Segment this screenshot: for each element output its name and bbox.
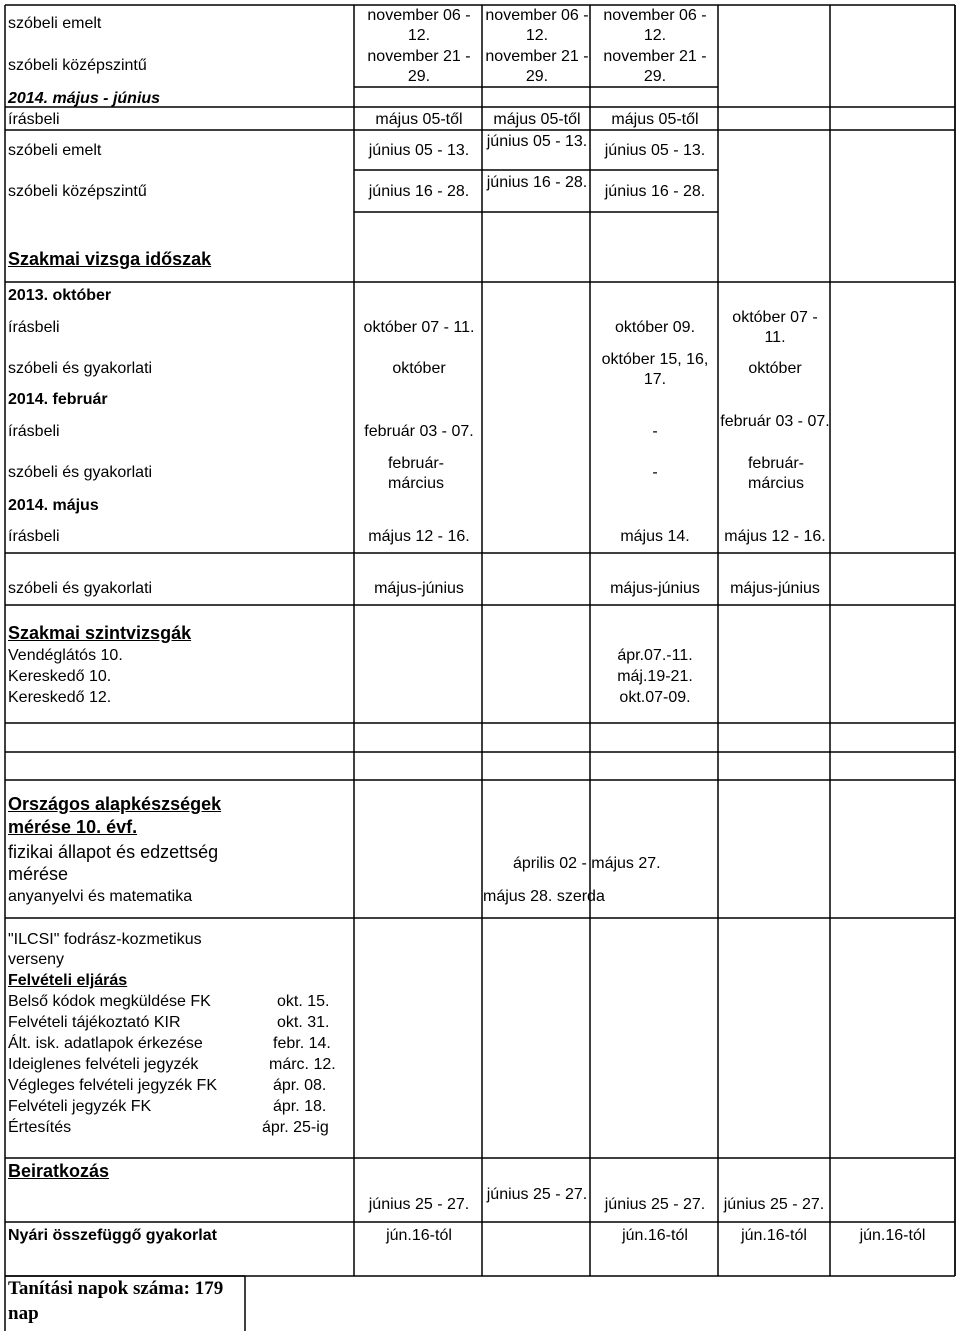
mj-emelt-c3: június 05 - 13. [604,142,706,159]
szintvizsga-row-2-date: máj.19-21. [617,668,693,685]
felveteli-row-4-label: Ideiglenes felvételi jegyzék [8,1056,199,1073]
orszagos-title-line1: Országos alapkészségek [8,794,222,814]
felveteli-title: Felvételi eljárás [8,972,128,989]
szintvizsga-row-1-date: ápr.07.-11. [617,647,693,664]
may-june-heading: 2014. május - június [8,90,161,107]
orszagos-title-line2: mérése 10. évf. [8,817,138,837]
ilcsi-line2: verseny [8,951,65,968]
tanitasi-line2: nap [8,1303,39,1324]
mj-kozep-c3: június 16 - 28. [604,183,706,200]
felveteli-row-6-label: Felvételi jegyzék FK [8,1098,152,1115]
felveteli-row-5-date: ápr. 08. [273,1077,327,1094]
feb-szobeli-c1: február-március [387,455,445,492]
feb-irasbeli-label: írásbeli [8,423,60,440]
beiratkozas-title: Beiratkozás [8,1161,110,1181]
mj-kozep-label: szóbeli középszintű [8,183,147,200]
felveteli-row-3-label: Ált. isk. adatlapok érkezése [8,1035,203,1052]
szintvizsga-row-3-label: Kereskedő 12. [8,689,112,706]
fizikai-date: április 02 - május 27. [513,855,661,872]
may-szobeli-c3: május-június [730,580,820,597]
szakmai-vizsga-title: Szakmai vizsga időszak [8,249,212,269]
matura-kozep-c1: november 21 - 29. [367,48,471,85]
may-irasbeli-c2: május 14. [620,528,690,545]
feb-irasbeli-c3: február 03 - 07. [720,413,830,430]
oct-irasbeli-c3: október 07 - 11. [732,309,818,346]
mj-irasbeli-c1: május 05-től [375,111,463,128]
ilcsi-line1: "ILCSI" fodrász-kozmetikus [8,931,202,948]
szintvizsga-row-2-label: Kereskedő 10. [8,668,112,685]
mj-irasbeli-label: írásbeli [8,111,60,128]
may-szobeli-c1: május-június [374,580,464,597]
oct-irasbeli-c1: október 07 - 11. [363,319,475,336]
mj-emelt-c1: június 05 - 13. [368,142,470,159]
oct-irasbeli-label: írásbeli [8,319,60,336]
matura-emelt-label: szóbeli emelt [8,15,102,32]
feb-irasbeli-c2: - [652,423,658,440]
matura-kozep-label: szóbeli középszintű [8,57,147,74]
mj-irasbeli-c3: május 05-től [611,111,699,128]
szintvizsga-title: Szakmai szintvizsgák [8,623,192,643]
may-irasbeli-c3: május 12 - 16. [724,528,826,545]
oct-szobeli-c2: október 15, 16, 17. [601,351,709,388]
nyari-c1: jún.16-tól [386,1227,452,1244]
nyari-c2: jún.16-tól [622,1227,688,1244]
mj-emelt-c2: június 05 - 13. [486,133,588,150]
felveteli-row-2-label: Felvételi tájékoztató KIR [8,1014,181,1031]
szintvizsga-row-1-label: Vendéglátós 10. [8,647,123,664]
matura-kozep-c2: november 21 - 29. [485,48,589,85]
may-irasbeli-label: írásbeli [8,528,60,545]
felveteli-row-7-label: Értesítés [8,1119,72,1136]
felveteli-row-7-date: ápr. 25-ig [262,1119,329,1136]
fizikai-line2: mérése [8,864,69,884]
felveteli-row-2-date: okt. 31. [277,1014,330,1031]
mj-emelt-label: szóbeli emelt [8,142,102,159]
feb-szobeli-c3: február-március [747,455,805,492]
felveteli-row-4-date: márc. 12. [269,1056,336,1073]
anyanyelvi-date: május 28. szerda [483,888,605,905]
may-szobeli-c2: május-június [610,580,700,597]
szintvizsga-row-3-date: okt.07-09. [619,689,691,706]
feb-szobeli-label: szóbeli és gyakorlati [8,464,153,481]
oct-heading: 2013. október [8,287,112,304]
beiratkozas-c3: június 25 - 27. [604,1196,706,1213]
mj-kozep-c1: június 16 - 28. [368,183,470,200]
nyari-c3: jún.16-tól [741,1227,807,1244]
felveteli-row-1-date: okt. 15. [277,993,330,1010]
matura-emelt-c1: november 06 - 12. [367,7,471,44]
may-szobeli-label: szóbeli és gyakorlati [8,580,153,597]
may-heading: 2014. május [8,497,99,514]
feb-irasbeli-c1: február 03 - 07. [364,423,474,440]
anyanyelvi-label: anyanyelvi és matematika [8,888,193,905]
felveteli-row-6-date: ápr. 18. [273,1098,327,1115]
oct-irasbeli-c2: október 09. [614,319,696,336]
felveteli-row-5-label: Végleges felvételi jegyzék FK [8,1077,217,1094]
beiratkozas-c1: június 25 - 27. [368,1196,470,1213]
nyari-label: Nyári összefüggő gyakorlat [8,1227,217,1244]
oct-szobeli-c3: október [748,360,802,377]
felveteli-row-3-date: febr. 14. [273,1035,331,1052]
nyari-c4: jún.16-tól [859,1227,926,1244]
tanitasi-line1: Tanítási napok száma: 179 [8,1278,224,1299]
beiratkozas-c4: június 25 - 27. [723,1196,825,1213]
may-irasbeli-c1: május 12 - 16. [368,528,470,545]
oct-szobeli-c1: október [392,360,446,377]
matura-emelt-c2: november 06 - 12. [485,7,589,44]
feb-szobeli-c2: - [652,464,658,481]
mj-irasbeli-c2: május 05-től [493,111,581,128]
matura-emelt-c3: november 06 - 12. [603,7,707,44]
mj-kozep-c2: június 16 - 28. [486,174,588,191]
feb-heading: 2014. február [8,391,108,408]
oct-szobeli-label: szóbeli és gyakorlati [8,360,153,377]
fizikai-line1: fizikai állapot és edzettség [8,842,219,862]
felveteli-row-1-label: Belső kódok megküldése FK [8,993,211,1010]
beiratkozas-c2: június 25 - 27. [486,1186,588,1203]
matura-kozep-c3: november 21 - 29. [603,48,707,85]
